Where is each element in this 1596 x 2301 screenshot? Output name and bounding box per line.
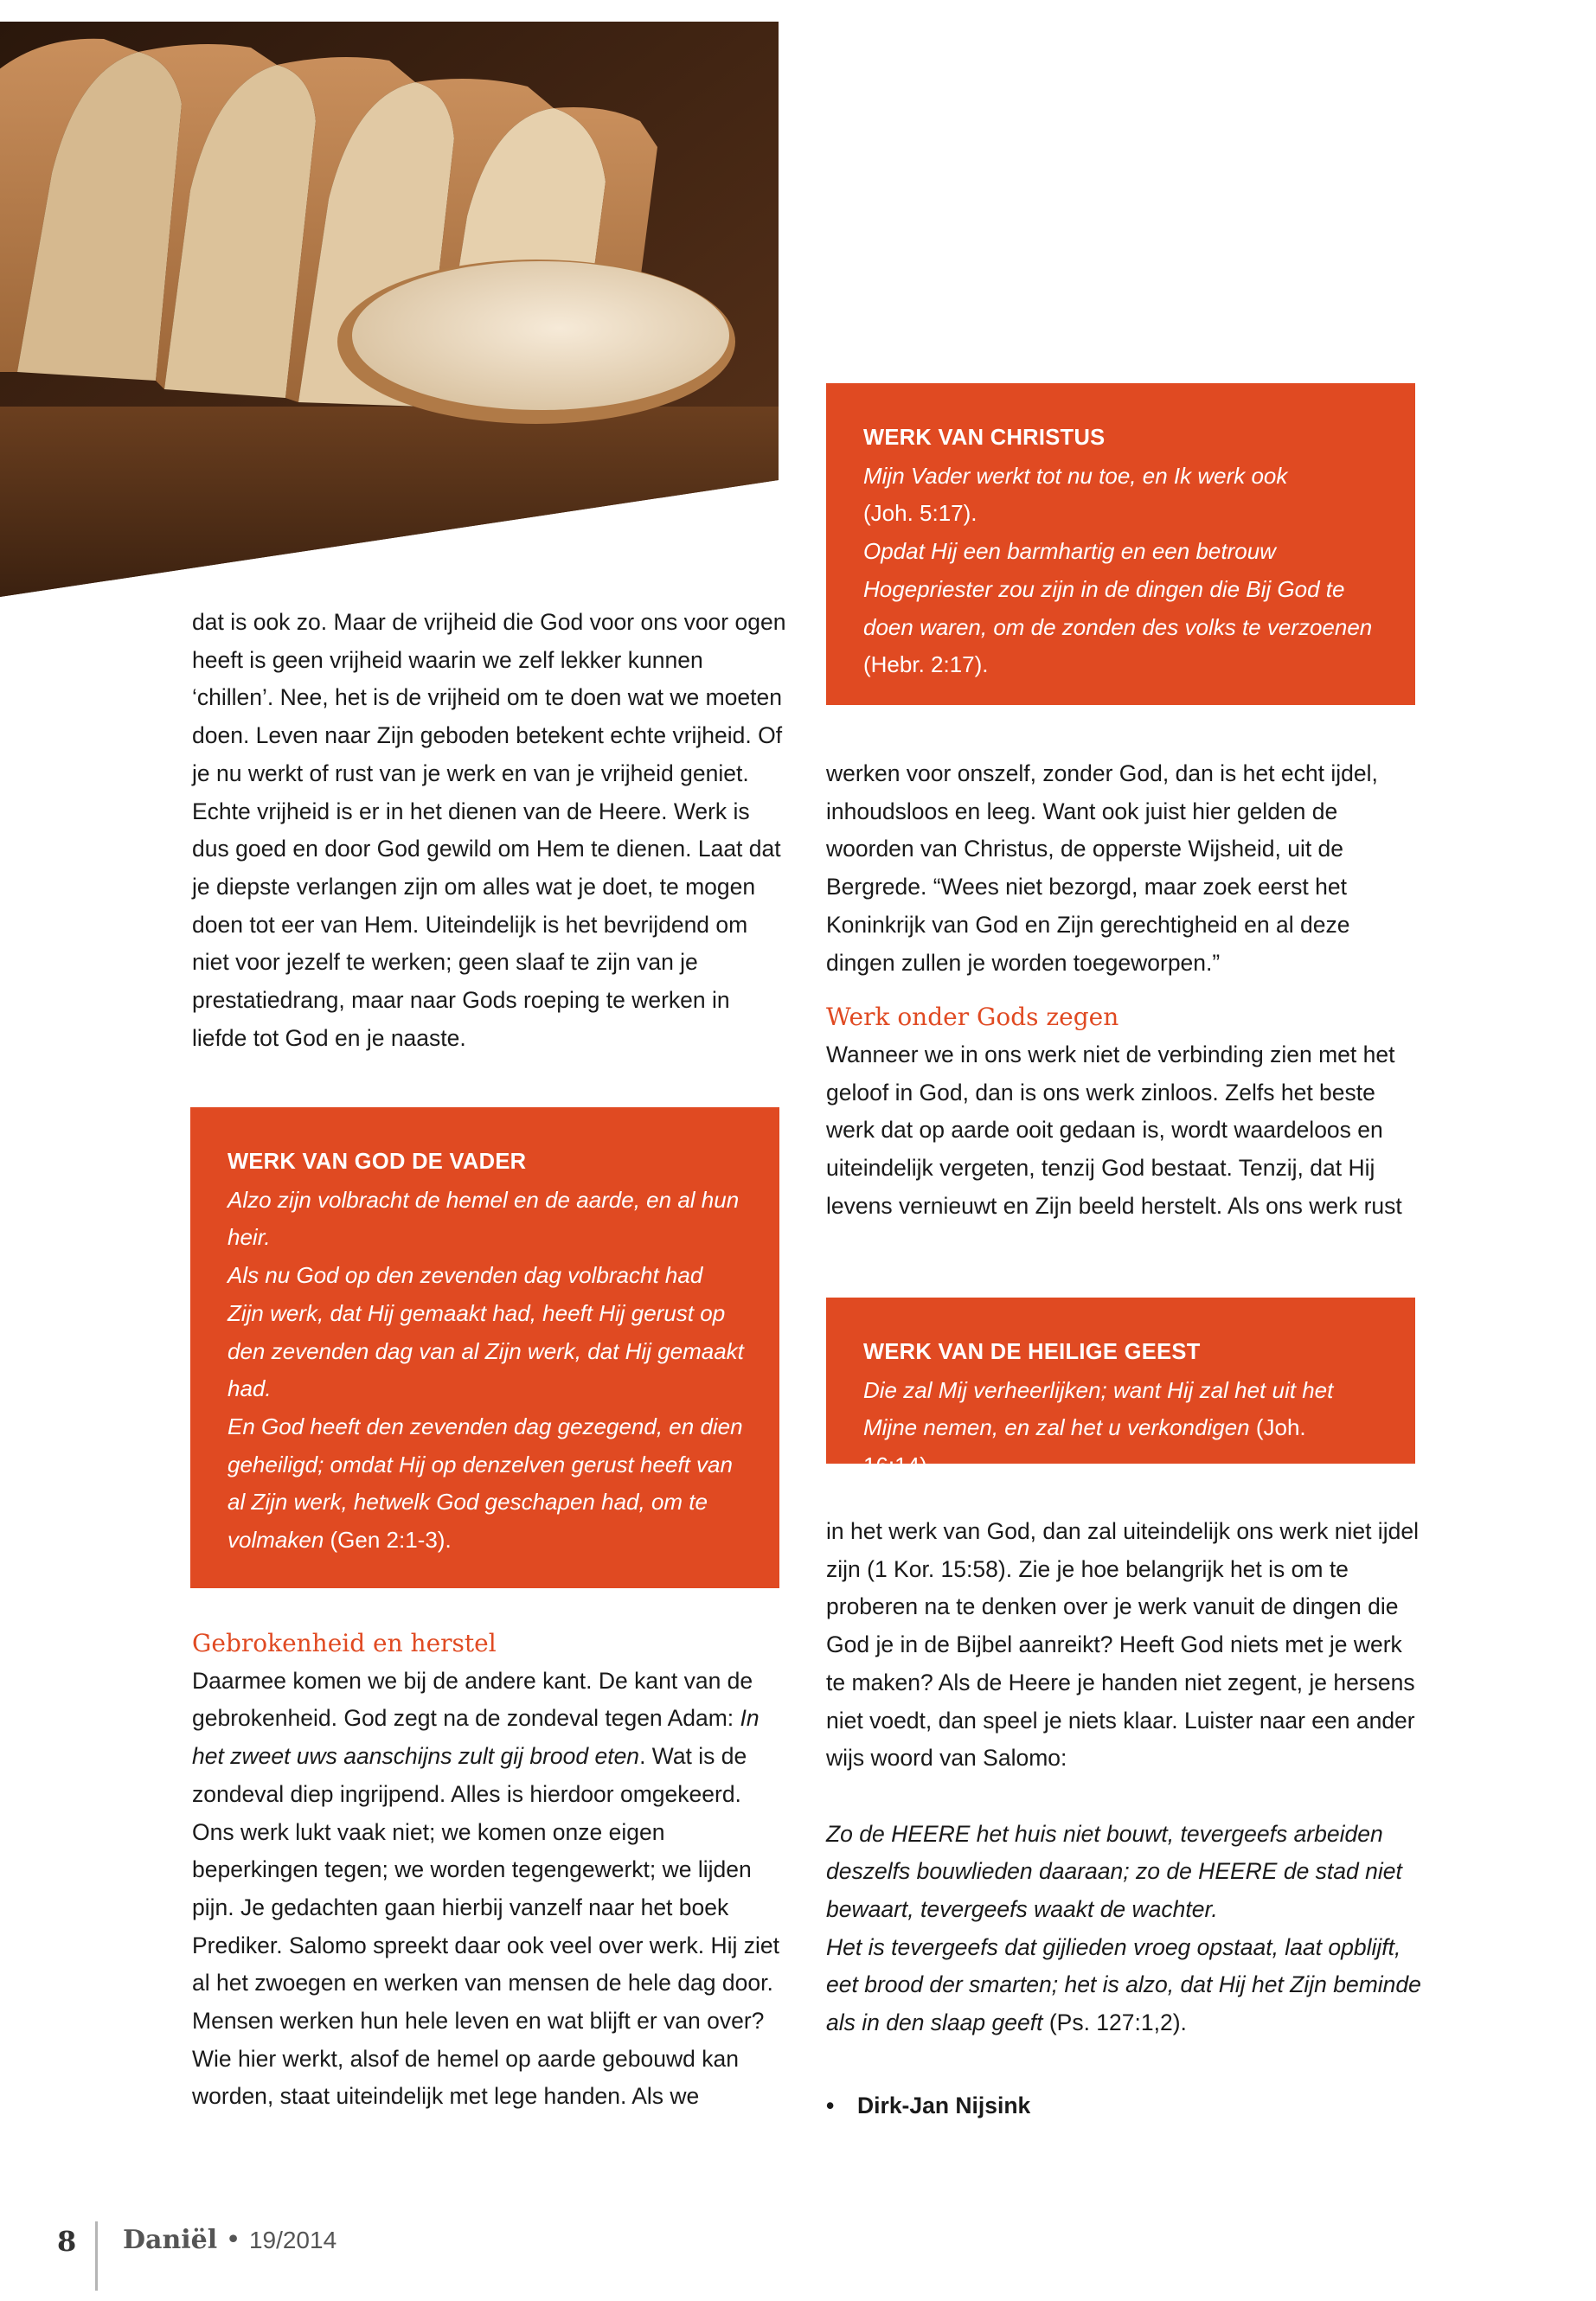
- box-body: [863, 1372, 1381, 1485]
- box-title: WERK VAN GOD DE VADER: [228, 1150, 527, 1174]
- heading-gebrokenheid-en-herstel: Gebrokenheid en herstel: [192, 1629, 497, 1657]
- box-line: [228, 1408, 745, 1560]
- spacer: [826, 1778, 1423, 1816]
- paragraph-text: . Wat is de zondeval diep ingrijpend. Alles is hierdoor omgekeerd. Ons werk lukt vaak niet; we komen onze eigen beperkingen tegen; we worden tegengewerkt; we lijden pijn. Je gedachten gaan hierbij vanzelf naar het boek Prediker. Salomo spreekt daar ook veel over werk. Hij ziet al het zwoegen en werken van mensen de hele dag door. Mensen werken hun hele leven en wat blijft er van over? Wie hier werkt, alsof de hemel op aarde gebouwd kan worden, staat uiteindelijk met lege handen. Als we: [192, 1743, 779, 2110]
- box-werk-van-christus: [826, 383, 1415, 705]
- bible-reference: (Gen 2:1-3).: [324, 1527, 452, 1554]
- right-paragraph-3: in het werk van God, dan zal uiteindelijk ons werk niet ijdel zijn (1 Kor. 15:58). Zie je hoe belangrijk het is om te proberen na te denken over je werk vanuit de dingen die God je in de Bijbel aanreikt? Heeft God niets met je werk te maken? Als de Heere je handen niet zegent, je hersens niet voedt, dan speel je niets klaar. Luister naar een ander wijs woord van Salomo:: [826, 1518, 1419, 1772]
- box-body: [228, 1182, 745, 1560]
- box-line-text: Die zal Mij verheerlijken; want Hij zal het uit het Mijne nemen, en zal het u verkondigen: [863, 1376, 1334, 1441]
- box-body: [863, 458, 1381, 684]
- paragraph-text: Daarmee komen we bij de andere kant. De kant van de gebrokenheid. God zegt na de zondeval tegen Adam:: [192, 1667, 753, 1732]
- box-line-text: Opdat Hij een barmhartig en een betrouw Hogepriester zou zijn in de dingen die Bij God te doen waren, om de zonden des volks te verzoenen: [863, 538, 1373, 640]
- box-title: WERK VAN DE HEILIGE GEEST: [863, 1340, 1201, 1364]
- quote-italic: In het zweet uws aanschijns zult gij brood eten: [192, 1705, 760, 1770]
- spacer: [826, 2042, 1423, 2080]
- right-paragraph-2: Wanneer we in ons werk niet de verbinding zien met het geloof in God, dan is ons werk zinloos. Zelfs het beste werk dat op aarde ooit gedaan is, wordt waardeloos en uiteindelijk vergeten, tenzij God bestaat. Tenzij, dat Hij levens vernieuwt en Zijn beeld herstelt. Als ons werk rust: [826, 1041, 1402, 1219]
- box-line: [863, 1372, 1381, 1485]
- psalm-quote: [826, 1816, 1423, 1929]
- magazine-name: Daniël: [123, 2225, 218, 2255]
- author-name: Dirk-Jan Nijsink: [857, 2092, 1031, 2118]
- author: [826, 2087, 1423, 2125]
- issue-number: 19/2014: [248, 2227, 337, 2253]
- box-line: Mijn Vader werkt tot nu toe, en Ik werk ook: [863, 462, 1288, 489]
- footer-divider: [95, 2221, 98, 2291]
- quote-italic: Het is tevergeefs dat gijlieden vroeg opstaat, laat opblijft, eet brood der smarten; het is alzo, dat Hij het Zijn beminde als in den slaap geeft: [826, 1933, 1421, 2036]
- separator: •: [217, 2225, 249, 2255]
- box-werk-van-god-de-vader: [190, 1107, 779, 1588]
- bread-photo: [0, 0, 779, 597]
- page-number: 8: [57, 2225, 77, 2258]
- right-column-part-1: [826, 755, 1423, 1225]
- heading-werk-onder-gods-zegen: Werk onder Gods zegen: [826, 1003, 1119, 1032]
- box-title: WERK VAN CHRISTUS: [863, 426, 1106, 450]
- psalm-quote-2: [826, 1929, 1423, 2042]
- bible-reference: (Ps. 127:1,2).: [1042, 2009, 1187, 2036]
- bullet: •: [826, 2092, 835, 2118]
- left-column: [192, 604, 789, 1057]
- left-section-2: [192, 1625, 789, 2116]
- quote-italic: Zo de HEERE het huis niet bouwt, tevergeefs arbeiden deszelfs bouwlieden daaraan; zo de HEERE de stad niet bewaart, tevergeefs waakt de wachter.: [826, 1820, 1402, 1923]
- box-werk-van-de-heilige-geest: [826, 1298, 1415, 1479]
- bible-reference: (Joh. 16:14).: [863, 1414, 1306, 1479]
- left-paragraph-2: [192, 1663, 789, 2116]
- left-paragraph-1: dat is ook zo. Maar de vrijheid die God voor ons voor ogen heeft is geen vrijheid waarin we zelf lekker kunnen ‘chillen’. Nee, het is de vrijheid om te doen wat we moeten doen. Leven naar Zijn geboden betekent echte vrijheid. Of je nu werkt of rust van je werk en van je vrijheid geniet. Echte vrijheid is er in het dienen van de Heere. Werk is dus goed en door God gewild om Hem te dienen. Laat dat je diepste verlangen zijn om alles wat je doet, te mogen doen tot eer van Hem. Uiteindelijk is het bevrijdend om niet voor jezelf te werken; geen slaaf te zijn van je prestatiedrang, maar naar Gods roeping te werken in liefde tot God en je naaste.: [192, 609, 786, 1051]
- bible-reference: (Joh. 5:17).: [863, 500, 977, 527]
- box-line: Alzo zijn volbracht de hemel en de aarde, en al hun heir.: [228, 1186, 740, 1251]
- right-paragraph-1: werken voor onszelf, zonder God, dan is het echt ijdel, inhoudsloos en leeg. Want ook juist hier gelden de woorden van Christus, de opperste Wijsheid, uit de Bergrede. “Wees niet bezorgd, maar zoek eerst het Koninkrijk van God en Zijn gerechtigheid en al deze dingen zullen je worden toegeworpen.”: [826, 760, 1378, 976]
- box-line: Als nu God op den zevenden dag volbracht had Zijn werk, dat Hij gemaakt had, heeft Hij gerust op den zevenden dag van al Zijn werk, dat Hij gemaakt had.: [228, 1262, 744, 1402]
- box-line-text: En God heeft den zevenden dag gezegend, en dien geheiligd; omdat Hij op denzelven gerust heeft van al Zijn werk, hetwelk God geschapen had, om te volmaken: [228, 1413, 743, 1554]
- bible-reference: (Hebr. 2:17).: [863, 651, 989, 678]
- box-line: [863, 533, 1381, 684]
- right-column-part-2: [826, 1513, 1423, 2125]
- magazine-issue: [123, 2225, 337, 2255]
